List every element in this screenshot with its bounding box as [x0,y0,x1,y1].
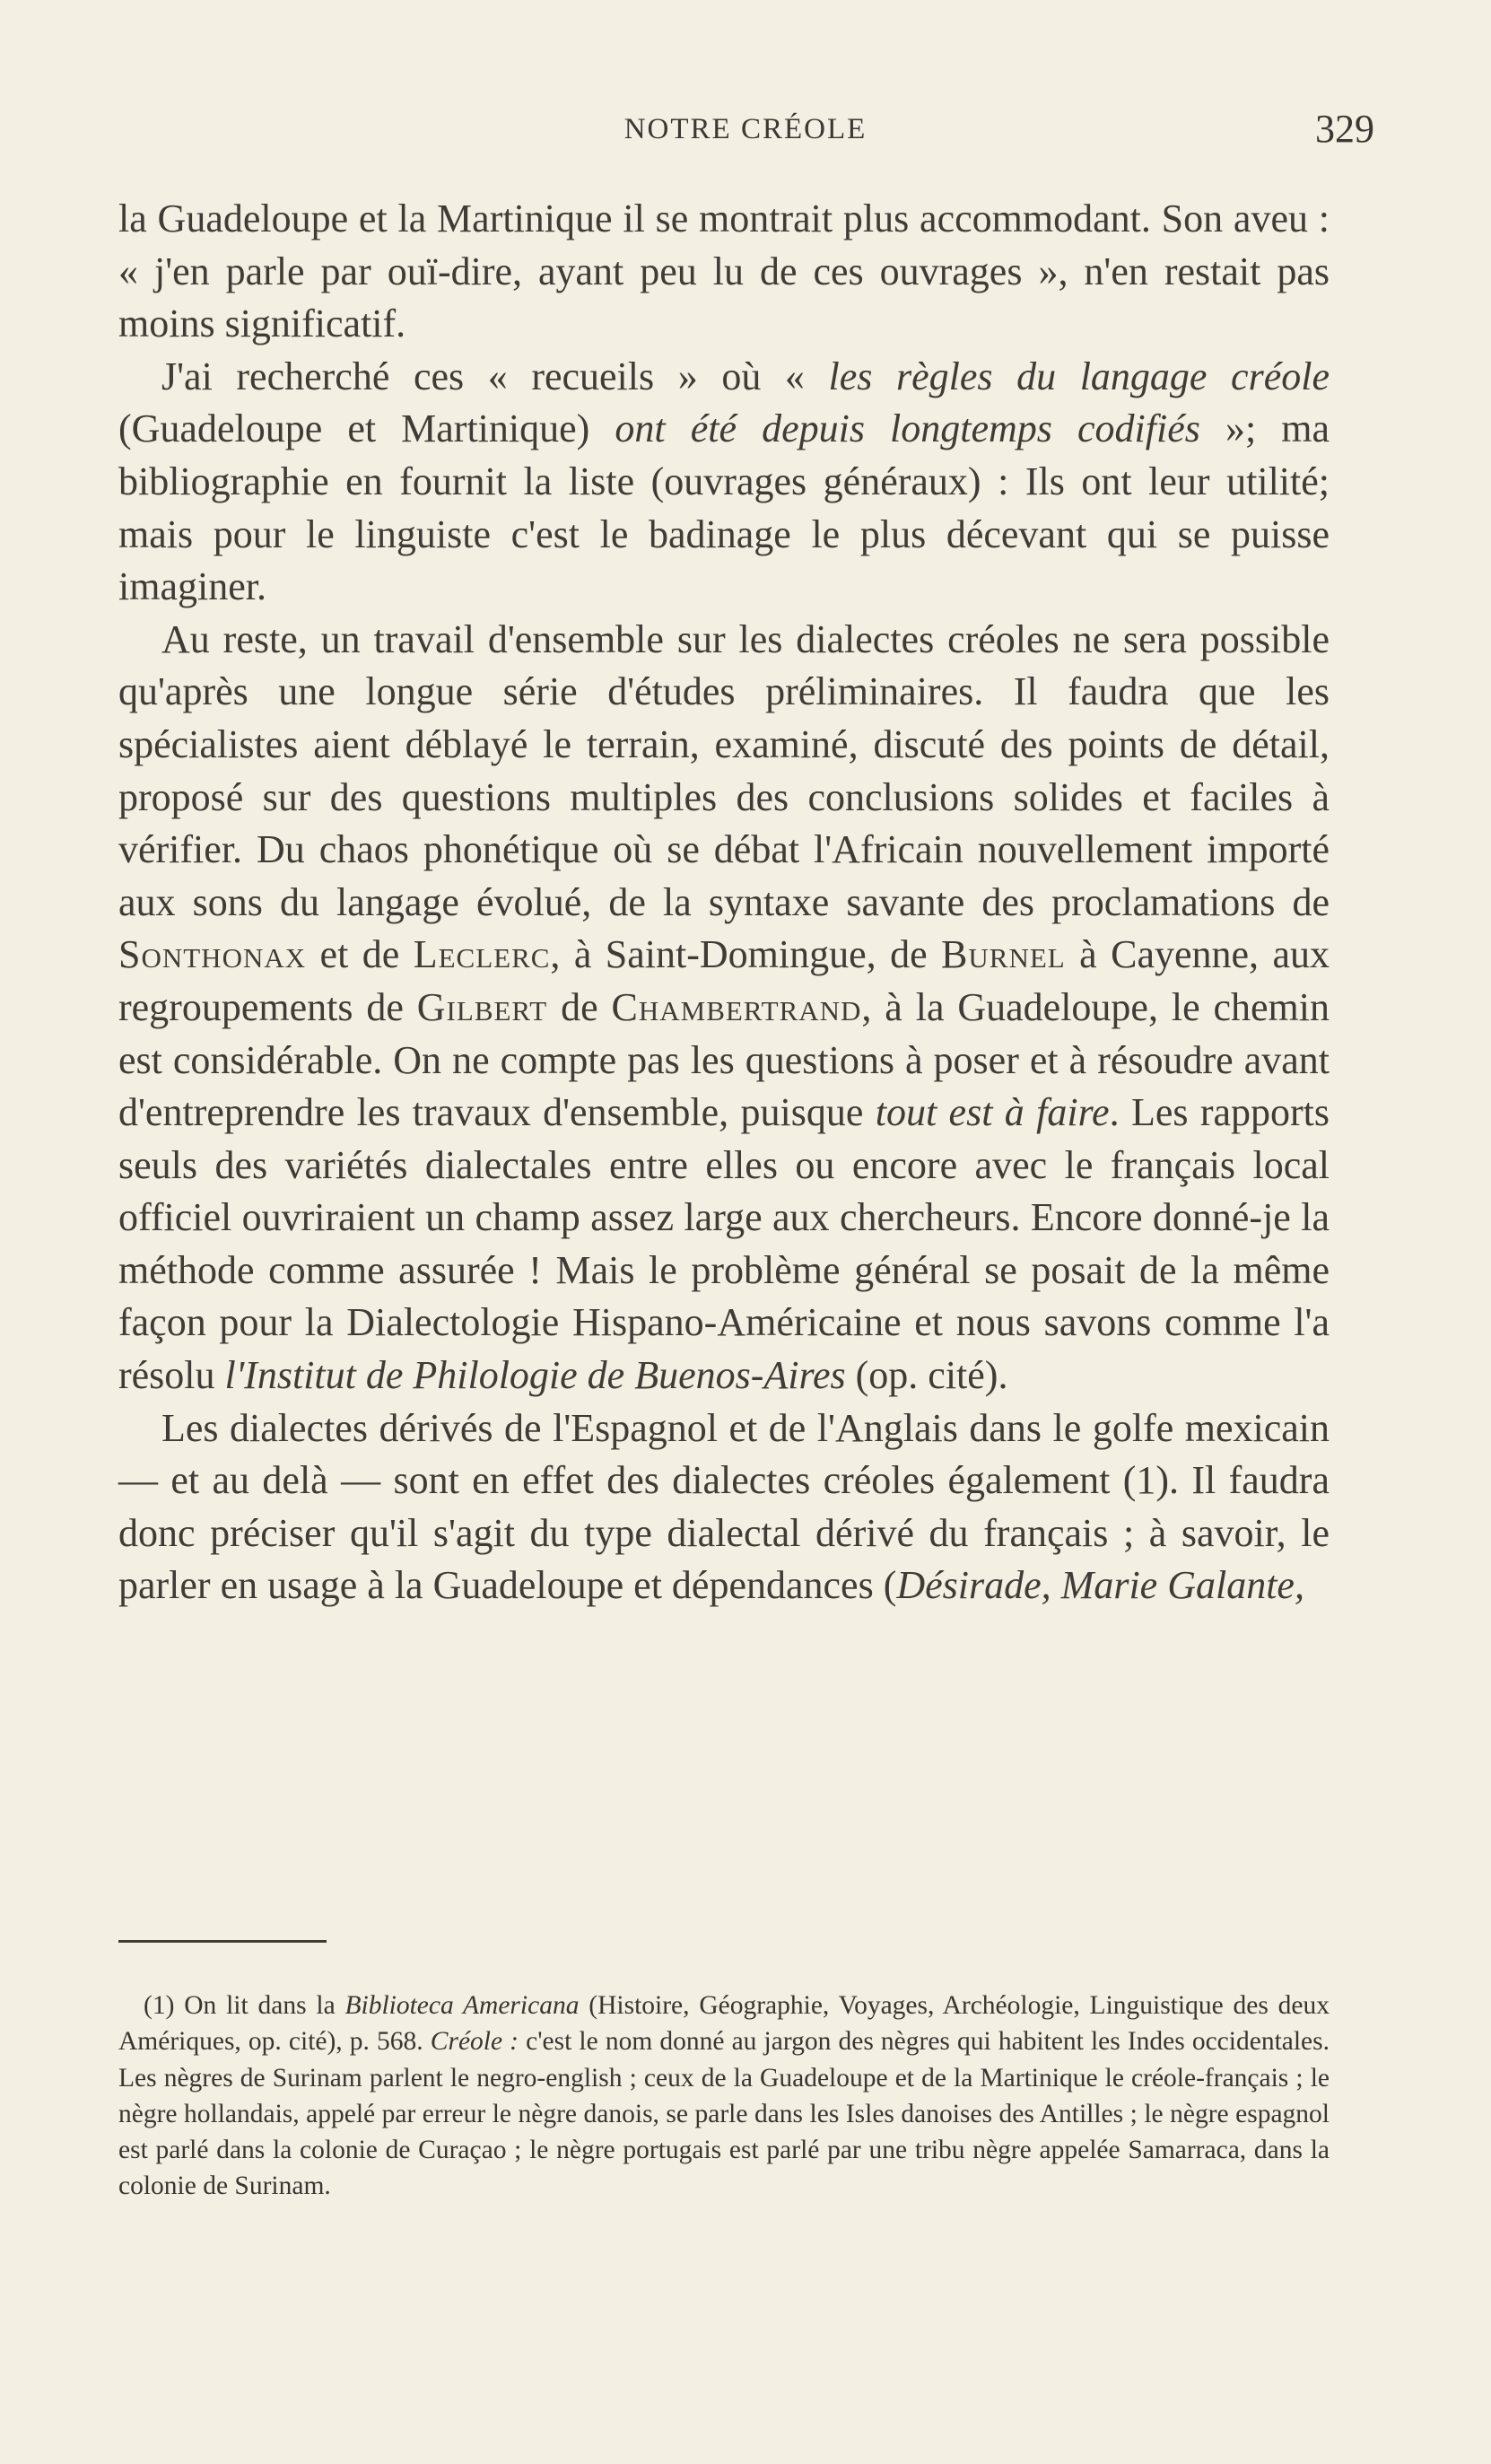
p4-italic-1: Désirade, Marie Galante, [896,1563,1304,1608]
p3-text-g: . Les rapports seuls des variétés dialectales entre elles ou encore avec le français local officiel ouvriraient un champ assez large aux chercheurs. Encore donné-je la méthode comme assurée ! Mais le problème général se posait de la même façon pour la Dialectologie Hispano-Américaine et nous savons comme l'a résolu [118,1090,1330,1398]
p3-text-f: , à la Guadeloupe, le chemin est considérable. On ne compte pas les questions à poser et à résoudre avant d'entreprendre les travaux d'ensemble, puisque [118,984,1330,1135]
p3-italic-2: l'Institut de Philologie de Buenos-Aires [224,1353,846,1398]
name-gilbert: Gilbert [416,984,548,1029]
body-text [118,193,1330,1612]
p3-text-a: Au reste, un travail d'ensemble sur les dialectes créoles ne sera possible qu'après une longue série d'études préliminaires. Il faudra que les spécialistes aient déblayé le terrain, examiné, discuté des points de détail, proposé sur des questions multiples des conclusions solides et faciles à vérifier. Du chaos phonétique où se débat l'Africain nouvellement importé aux sons du langage évolué, de la syntaxe savante des proclamations de [118,616,1330,924]
name-burnel: Burnel [941,932,1066,977]
p3-text-d: à Cayenne, aux regroupements de [118,932,1330,1029]
footnote-text-a: (1) On lit dans la [144,1991,345,2020]
page-number: 329 [1315,107,1374,151]
name-sonthonax: Sonthonax [118,932,307,977]
paragraph-4 [118,1402,1330,1612]
p3-text-b: et de [306,932,414,977]
p2-italic-2: ont été depuis longtemps codifiés [615,406,1200,451]
p3-text-h: (op. cité). [845,1353,1008,1398]
p3-text-e: de [547,984,612,1029]
p2-text-a: J'ai recherché ces « recueils » où « [161,354,829,398]
p2-italic-1: les règles du langage créole [828,354,1330,398]
page-header [117,106,1374,156]
footnote-text-b: (Histoire, Géographie, Voyages, Archéologie, Linguistique des deux Amériques, op. cité), p. 568. [118,1991,1330,2057]
paragraph-2 [118,351,1330,614]
footnote-text-c: c'est le nom donné au jargon des nègres qui habitent les Indes occidentales. Les nègres de Surinam parlent le negro-english ; ceux de la Guadeloupe et de la Martinique le créole-français ; le nègre hollandais, appelé par erreur le nègre danois, se parle dans les Isles danoises des Antilles ; le nègre espagnol est parlé dans la colonie de Curaçao ; le nègre portugais est parlé par une tribu nègre appelée Samarraca, dans la colonie de Surinam. [118,2027,1330,2201]
p1-text: la Guadeloupe et la Martinique il se montrait plus accommodant. Son aveu : « j'en parle par ouï-dire, ayant peu lu de ces ouvrages », n'en restait pas moins significatif. [118,197,1330,346]
p2-text-b: (Guadeloupe et Martinique) [118,406,615,451]
footnote-italic-1: Biblioteca Americana [344,1991,580,2020]
p3-text-c: , à Saint-Domingue, de [550,932,942,977]
running-head: NOTRE CRÉOLE [623,113,868,145]
footnote-rule [118,1940,327,1943]
footnote [118,1988,1330,2205]
name-leclerc: Leclerc [413,932,551,977]
footnote-italic-2: Créole : [430,2027,519,2057]
paragraph-3 [118,614,1330,1402]
p2-text-c: »; ma bibliographie en fournit la liste (ouvrages généraux) : Ils ont leur utilité; mais pour le linguiste c'est le badinage le plus décevant qui se puisse imaginer. [118,406,1330,609]
p4-text-a: Les dialectes dérivés de l'Espagnol et de l'Anglais dans le golfe mexicain — et au delà — sont en effet des dialectes créoles également (1). Il faudra donc préciser qu'il s'agit du type dialectal dérivé du français ; à savoir, le parler en usage à la Guadeloupe et dépendances ( [118,1405,1330,1608]
paragraph-1 [118,193,1330,351]
p3-italic-1: tout est à faire [875,1090,1110,1135]
name-chambertrand: Chambertrand [611,984,862,1029]
